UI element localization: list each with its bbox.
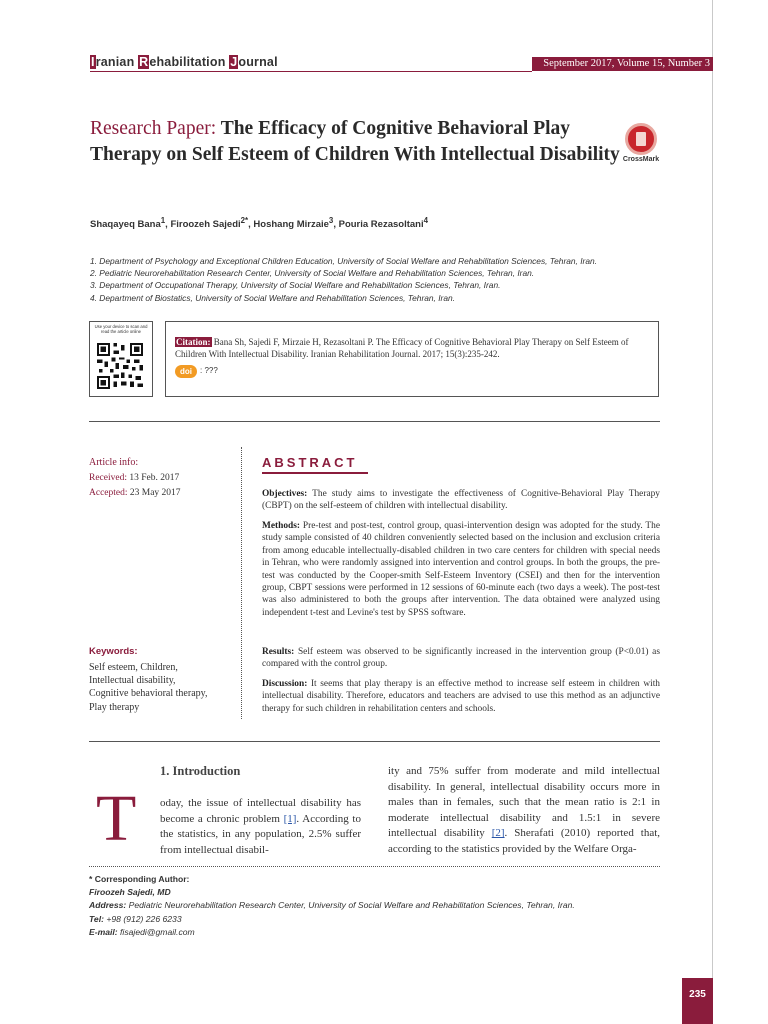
corresponding-heading: * Corresponding Author:: [89, 874, 190, 884]
journal-initial: J: [230, 55, 238, 69]
section-divider: [89, 421, 660, 422]
intro-text: ity and 75% suffer from moderate and mild intellectual disability. In general, intellectual disability occurs more in males than in females, such that the mean ratio is 2:1 in moderate intellectual disability and 1.5:1 in severe intellectual disability: [388, 765, 660, 840]
introduction-column-2: [388, 764, 660, 858]
crossmark-link[interactable]: [621, 123, 661, 169]
author-name: Pouria Rezasoltani: [338, 219, 424, 231]
objectives-text: The study aims to investigate the effectiveness of Cognitive-Behavioral Play Therapy (CBPT) on the self-esteem of children with intellectual disability.: [262, 489, 660, 512]
corresponding-address: [89, 899, 575, 912]
page-number: 235: [682, 978, 713, 1024]
abstract-discussion: [262, 678, 660, 715]
journal-initial: R: [139, 55, 149, 69]
results-label: Results:: [262, 647, 295, 657]
accepted-date: [89, 488, 181, 498]
citation-box: [165, 321, 659, 397]
header-rule: [90, 71, 532, 72]
author-affil: 4: [423, 216, 429, 225]
received-value: 13 Feb. 2017: [129, 473, 180, 483]
tel-value: +98 (912) 226 6233: [106, 913, 182, 924]
introduction-heading: 1. Introduction: [160, 764, 241, 778]
corresponding-email: [89, 926, 575, 939]
email-label: E-mail:: [89, 926, 118, 937]
author-affil: 2*: [240, 216, 249, 225]
corresponding-tel: [89, 913, 575, 926]
keyword: Play therapy: [89, 701, 140, 713]
affiliation: 1. Department of Psychology and Exceptional Children Education, University of Social Welfare and Rehabilitation Sciences, Tehran, Iran.: [90, 256, 597, 266]
title-prefix: Research Paper:: [90, 118, 217, 139]
author-name: Shaqayeq Bana: [90, 219, 161, 231]
crossmark-icon: [625, 123, 657, 155]
issue-badge: September 2017, Volume 15, Number 3: [532, 57, 713, 71]
accepted-value: 23 May 2017: [129, 488, 181, 498]
abstract-methods: [262, 520, 660, 619]
author-affil: 3: [328, 216, 334, 225]
introduction-column-1: [160, 796, 361, 858]
title-text: The Efficacy of Cognitive Behavioral Play Therapy on Self Esteem of Children With Intellectual Disability: [90, 118, 620, 165]
affiliation-list: [90, 255, 597, 304]
tel-label: Tel:: [89, 913, 104, 924]
author-list: Shaqayeq Bana$^1$, Firoozeh Sajedi$^{2*}$, Hoshang Mirzaie$^3$, Pouria Rezasoltani$^4$: [90, 216, 429, 231]
margin-rule: [712, 0, 713, 1024]
abstract-results: [262, 646, 660, 671]
keyword-list: [89, 661, 207, 714]
qr-code-icon[interactable]: [97, 343, 143, 389]
author-name: Firoozeh Sajedi: [170, 219, 241, 231]
corresponding-name: Firoozeh Sajedi, MD: [89, 887, 171, 898]
paper-title: [90, 116, 620, 168]
affiliation: 2. Pediatric Neurorehabilitation Research Center, University of Social Welfare and Rehabilitation Sciences, Tehran, Iran.: [90, 268, 535, 279]
journal-name: [90, 55, 278, 69]
column-divider: [241, 447, 242, 719]
journal-initial: I: [91, 55, 95, 69]
received-date: [89, 473, 179, 483]
reference-link[interactable]: [2]: [491, 827, 505, 840]
qr-caption: Use your device to scan and read the article online: [94, 324, 148, 334]
results-text: Self esteem was observed to be significantly increased in the intervention group (P<0.01) as compared with the control group.: [262, 647, 660, 670]
objectives-label: Objectives:: [262, 489, 308, 499]
author-affil: 1: [160, 216, 166, 225]
citation-label: Citation:: [176, 337, 211, 347]
discussion-text: It seems that play therapy is an effective method to increase self esteem in children with intellectual disability. Therefore, educators and teachers are advised to use this method as an adjunctive therapy for such children in rehabilitation centers and schools.: [262, 679, 660, 714]
doi-value[interactable]: : ???: [200, 365, 218, 375]
section-divider: [89, 741, 660, 742]
keywords-label: Keywords:: [89, 646, 138, 657]
crossmark-label: CrossMark: [622, 156, 660, 163]
methods-label: Methods:: [262, 521, 301, 531]
author-name: Hoshang Mirzaie: [253, 219, 329, 231]
corresponding-author: [89, 873, 575, 939]
doi-icon[interactable]: doi: [175, 365, 197, 378]
discussion-label: Discussion:: [262, 679, 308, 689]
accepted-label: Accepted:: [89, 488, 128, 498]
intro-text: oday, the issue of intellectual disability has become a chronic problem: [160, 797, 361, 825]
affiliation: 4. Department of Biostatics, University of Social Welfare and Rehabilitation Sciences, Tehran, Iran.: [90, 292, 455, 303]
intro-text: . According to the statistics, in any population, 2.5% suffer from intellectual disabil-: [160, 812, 361, 856]
keyword: Self esteem, Children,: [89, 662, 178, 673]
abstract-objectives: [262, 488, 660, 513]
footnote-divider: [89, 866, 660, 867]
journal-name-part: ehabilitation: [149, 55, 230, 69]
keyword: Intellectual disability,: [89, 675, 176, 687]
abstract-heading: ABSTRACT: [262, 455, 358, 470]
received-label: Received:: [89, 473, 127, 483]
email-value[interactable]: fisajedi@gmail.com: [120, 926, 195, 937]
journal-name-part: ranian: [95, 55, 139, 69]
journal-name-part: ournal: [238, 55, 278, 69]
drop-cap: T: [96, 782, 137, 855]
doi-row: [175, 364, 650, 380]
citation-body: Bana Sh, Sajedi F, Mirzaie H, Rezasoltani P. The Efficacy of Cognitive Behavioral Play Therapy on Self Esteem of Children With Intellectual Disability. Iranian Rehabilitation Journal. 2017; 15(3):235-242.: [175, 337, 629, 360]
citation-text: [175, 336, 650, 361]
methods-text: Pre-test and post-test, control group, quasi-intervention design was adopted for the study. The study sample consisted of 40 children conveniently selected based on the inclusion and exclusion criteria from among educable intellectually-disabled children in two care centers for children with special needs in Tehran, who were randomly assigned into intervention and control groups. In both the groups, the pre-test was conducted by the Cooper-smith Self-Esteem Inventory (CSEI) and then for the intervention group, CBPT sessions were performed in 12 sessions of 60-minute each (two days a week). The post-test was also administered to both the groups after intervention. The data obtained were analyzed using independent t-test and Levine's test by SPSS software.: [262, 521, 661, 618]
qr-box: [89, 321, 153, 397]
affiliation: 3. Department of Occupational Therapy, University of Social Welfare and Rehabilitation Sciences, Tehran, Iran.: [90, 280, 501, 291]
address-value: Pediatric Neurorehabilitation Research Center, University of Social Welfare and Rehabilitation Sciences, Tehran, Iran.: [128, 900, 575, 911]
intro-text: . Sherafati (2010) reported that, according to the statistics provided by the Welfare Orga-: [388, 827, 661, 855]
abstract-underline: [262, 472, 368, 474]
address-label: Address:: [89, 900, 127, 911]
article-info-label: Article info:: [89, 457, 139, 468]
keyword: Cognitive behavioral therapy,: [89, 688, 208, 700]
reference-link[interactable]: [1]: [283, 812, 297, 825]
